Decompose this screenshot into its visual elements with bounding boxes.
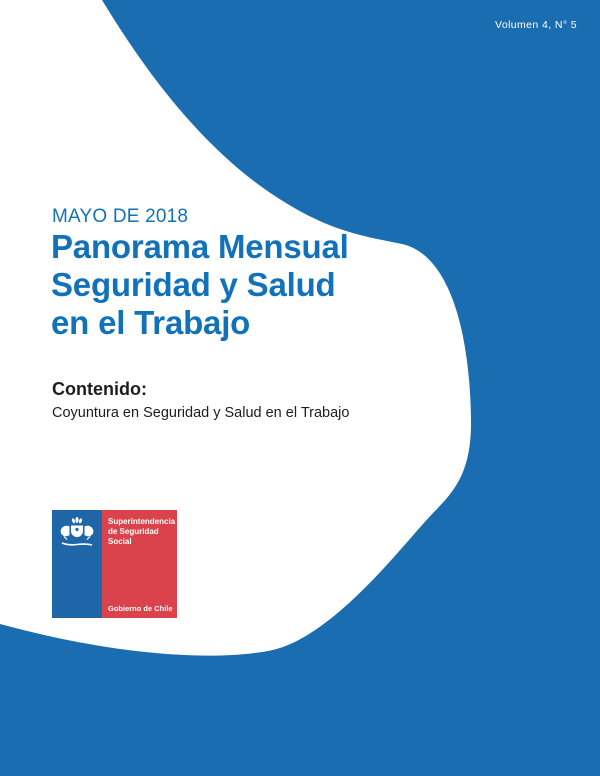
page-title-line-2: Seguridad y Salud [51,266,336,303]
logo-red-panel [102,510,177,618]
logo-org-name-line-2: de Seguridad [108,527,159,536]
logo-government-label: Gobierno de Chile [108,604,173,613]
date-label: MAYO DE 2018 [52,206,189,227]
contents-heading: Contenido: [52,379,147,399]
logo-blue-panel [52,510,102,618]
chile-coat-of-arms-icon [58,516,96,553]
volume-label: Volumen 4, N° 5 [495,19,577,31]
contents-item: Coyuntura en Seguridad y Salud en el Trabajo [52,405,350,421]
page-title-line-3: en el Trabajo [51,304,251,341]
page-title [51,228,349,342]
logo-org-name-line-1: Superintendencia [108,517,176,526]
logo-org-name-line-3: Social [108,537,132,546]
institution-logo [52,510,177,618]
page-title-line-1: Panorama Mensual [51,228,349,265]
